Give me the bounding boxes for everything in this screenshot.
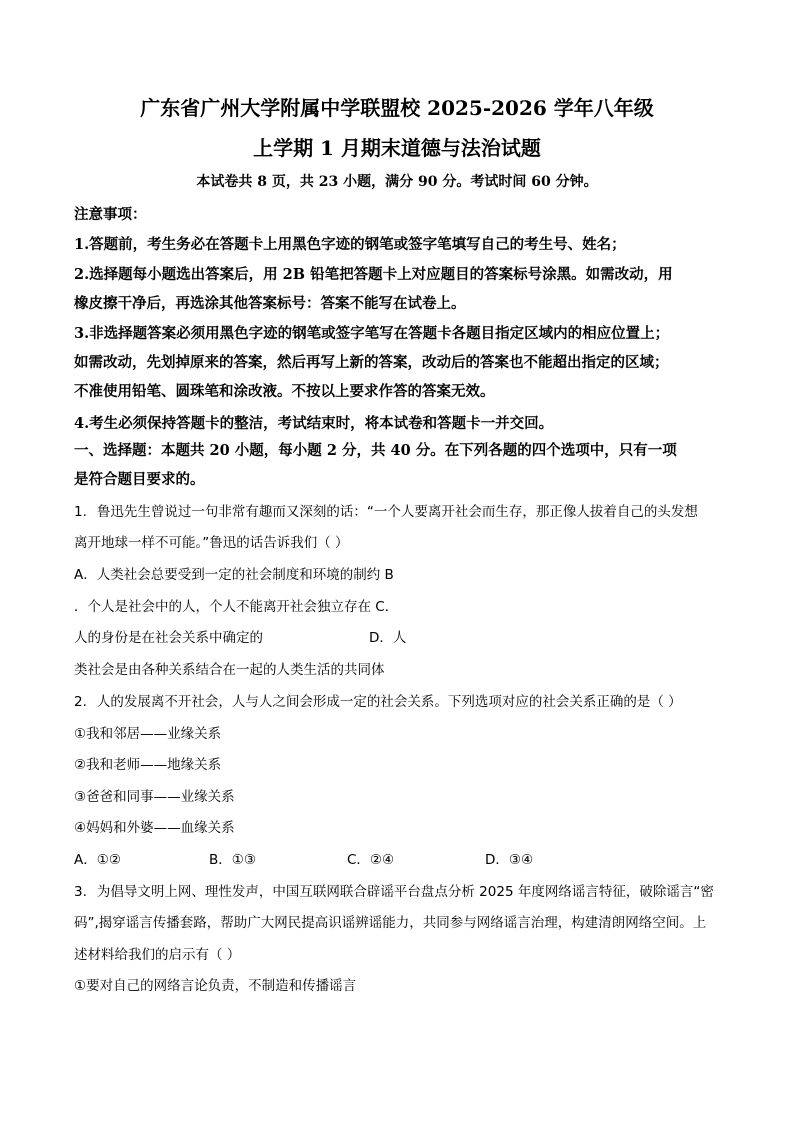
q1-stem-line2: 离开地球一样不可能。”鲁迅的话告诉我们（ ） — [74, 535, 349, 551]
q3-text: 为倡导文明上网、理性发声，中国互联网联合辟谣平台盘点分析 2025 年度网络谣言特征，破除谣言“密 — [96, 884, 714, 900]
question-number: 2. — [74, 694, 87, 710]
exam-title-line1: 广东省广州大学附属中学联盟校 2025-2026 学年八年级 — [140, 96, 654, 120]
q2-option-b: B．①③ — [209, 852, 256, 868]
note-line: 1.答题前，考生务必在答题卡上用黑色字迹的钢笔或签字笔填写自己的考生号、姓名； — [74, 236, 626, 253]
q1-option-text: D．人 — [369, 630, 407, 646]
exam-title-line2: 上学期 1 月期末道德与法治试题 — [253, 136, 541, 160]
exam-subtitle: 本试卷共 8 页，共 23 小题，满分 90 分。考试时间 60 分钟。 — [196, 174, 598, 190]
question-number: 1. — [74, 504, 87, 520]
note-line: 4.考生必须保持答题卡的整洁，考试结束时，将本试卷和答题卡一并交回。 — [74, 415, 554, 432]
notes-heading: 注意事项： — [74, 206, 147, 223]
q3-stem-line1 — [74, 880, 714, 900]
q2-item: ②我和老师——地缘关系 — [74, 757, 222, 773]
q2-item: ①我和邻居——业缘关系 — [74, 726, 222, 742]
q1-option-line: ．个人是社会中的人，个人不能离开社会独立存在 C． — [74, 599, 399, 615]
note-line: 橡皮擦干净后，再选涂其他答案标号：答案不能写在试卷上。 — [74, 295, 466, 312]
question-number: 3. — [74, 884, 87, 900]
q2-stem — [74, 690, 682, 710]
note-line: 3.非选择题答案必须用黑色字迹的钢笔或签字笔写在答题卡各题目指定区域内的相应位置上； — [74, 325, 670, 342]
note-line: 不准使用铅笔、圆珠笔和涂改液。不按以上要求作答的答案无效。 — [74, 383, 495, 400]
q2-options — [74, 848, 533, 868]
q3-item: ①要对自己的网络言论负责，不制造和传播谣言 — [74, 978, 357, 994]
note-line: 2.选择题每小题选出答案后，用 2B 铅笔把答题卡上对应题目的答案标号涂黑。如需改动，用 — [74, 266, 673, 283]
q1-stem-line1 — [74, 500, 698, 520]
q1-option-line: 类社会是由各种关系结合在一起的人类生活的共同体 — [74, 662, 385, 678]
q2-item: ④妈妈和外婆——血缘关系 — [74, 820, 235, 836]
section1-heading-line1: 一、选择题：本题共 20 小题，每小题 2 分，共 40 分。在下列各题的四个选项中，只有一项 — [74, 442, 677, 459]
q1-text: 鲁迅先生曾说过一句非常有趣而又深刻的话：“一个人要离开社会而生存，那正像人拔着自己的头发想 — [96, 504, 698, 520]
q1-option-line — [74, 626, 406, 646]
q3-stem-line2: 码”,揭穿谣言传播套路，帮助广大网民提高识谣辨谣能力，共同参与网络谣言治理，构建清朗网络空间。上 — [74, 915, 707, 931]
q1-option-line: A．人类社会总要受到一定的社会制度和环境的制约 B — [74, 567, 394, 583]
q1-option-text: 人的身份是在社会关系中确定的 — [74, 630, 263, 646]
note-line: 如需改动，先划掉原来的答案，然后再写上新的答案，改动后的答案也不能超出指定的区域； — [74, 354, 669, 371]
q2-text: 人的发展离不开社会，人与人之间会形成一定的社会关系。下列选项对应的社会关系正确的是（ ） — [96, 694, 682, 710]
section1-heading-line2: 是符合题目要求的。 — [74, 471, 205, 488]
q2-item: ③爸爸和同事——业缘关系 — [74, 789, 235, 805]
q3-stem-line3: 述材料给我们的启示有（ ） — [74, 947, 241, 963]
q2-option-a: A．①② — [74, 852, 121, 868]
q2-option-d: D．③④ — [485, 852, 534, 868]
q2-option-c: C．②④ — [347, 852, 395, 868]
